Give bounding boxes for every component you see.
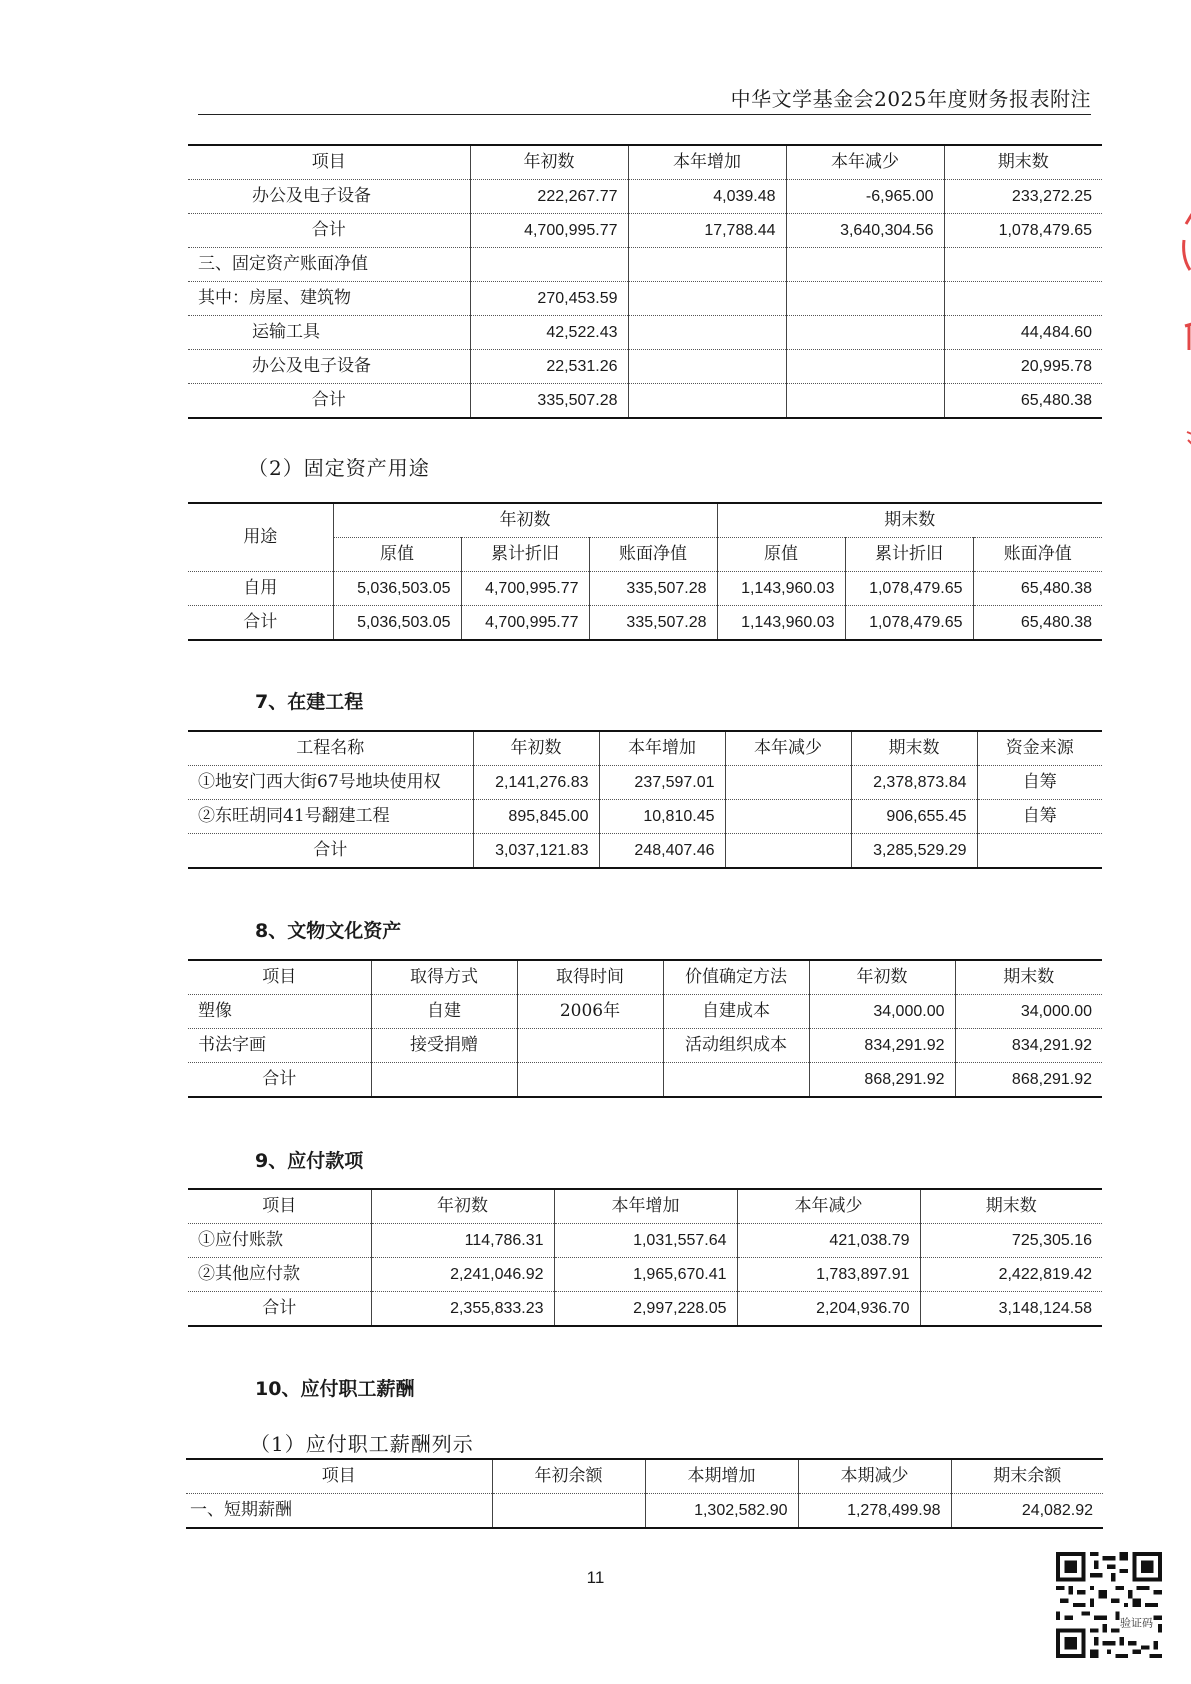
row-label: 办公及电子设备 (188, 350, 470, 384)
cell: 895,845.00 (473, 800, 599, 834)
table-row (188, 282, 1102, 316)
table-row (188, 834, 1102, 869)
cell: 270,453.59 (470, 282, 628, 316)
cell: 2,241,046.92 (371, 1258, 554, 1292)
col-header: 期末数 (944, 145, 1102, 180)
col-header: 取得时间 (517, 960, 663, 995)
cell (470, 248, 628, 282)
cell: 2,355,833.23 (371, 1292, 554, 1327)
cell: 自建成本 (663, 995, 809, 1029)
col-header: 年初数 (470, 145, 628, 180)
col-header: 原值 (333, 538, 461, 572)
cell: 42,522.43 (470, 316, 628, 350)
cell: 1,302,582.90 (645, 1494, 798, 1529)
row-label: 合计 (188, 606, 333, 641)
col-header: 工程名称 (188, 731, 473, 766)
table-row (188, 1258, 1102, 1292)
col-header: 年初数 (473, 731, 599, 766)
table-row (188, 350, 1102, 384)
col-header: 本年增加 (599, 731, 725, 766)
row-label: 书法字画 (188, 1029, 371, 1063)
cell: 1,078,479.65 (944, 214, 1102, 248)
cell: 44,484.60 (944, 316, 1102, 350)
table-row (188, 572, 1102, 606)
row-label: 自用 (188, 572, 333, 606)
col-header: 账面净值 (973, 538, 1102, 572)
cell: 2006年 (517, 995, 663, 1029)
cell: 34,000.00 (809, 995, 955, 1029)
table-row (188, 248, 1102, 282)
col-header: 项目 (188, 960, 371, 995)
cell (371, 1063, 517, 1098)
cell: 906,655.45 (851, 800, 977, 834)
cell: 65,480.38 (1020, 614, 1093, 631)
table-row (188, 384, 1102, 419)
cell: 1,078,479.65 (845, 572, 973, 606)
table-row (188, 1224, 1102, 1258)
cell: 1,965,670.41 (554, 1258, 737, 1292)
col-header: 本期减少 (798, 1459, 951, 1494)
cell: 335,507.28 (470, 384, 628, 419)
cell (725, 800, 851, 834)
cell: 2,141,276.83 (473, 766, 599, 800)
cell: 自筹 (977, 800, 1102, 834)
cell (663, 1063, 809, 1098)
row-label: 办公及电子设备 (188, 180, 470, 214)
col-header: 项目 (186, 1459, 492, 1494)
col-header: 累计折旧 (845, 538, 973, 572)
subsection-title: （2）固定资产用途 (248, 456, 430, 480)
col-header: 本年减少 (725, 731, 851, 766)
cell (517, 1063, 663, 1098)
cell: -6,965.00 (786, 180, 944, 214)
col-header: 年初数 (809, 960, 955, 995)
cell: 3,285,529.29 (851, 834, 977, 869)
group-header: 期末数 (717, 503, 1102, 538)
cell: 3,640,304.56 (786, 214, 944, 248)
table-row (188, 766, 1102, 800)
cell: 421,038.79 (737, 1224, 920, 1258)
cell: 22,531.26 (470, 350, 628, 384)
cell (786, 384, 944, 419)
cell: 活动组织成本 (663, 1029, 809, 1063)
col-header: 期末数 (920, 1189, 1102, 1224)
row-label: ①应付账款 (188, 1224, 371, 1258)
col-header: 用途 (188, 503, 333, 572)
cell (517, 1029, 663, 1063)
cell: 24,082.92 (1021, 1502, 1093, 1519)
table-header-row (188, 960, 1102, 995)
cell: 17,788.44 (628, 214, 786, 248)
row-label: ②东旺胡同41号翻建工程 (188, 800, 473, 834)
fixed-assets-usage-table (188, 502, 1102, 641)
cell: 1,078,479.65 (845, 606, 973, 641)
row-label: 合计 (188, 1292, 371, 1327)
table-row (188, 1292, 1102, 1327)
section-title: 10、应付职工薪酬 (255, 1378, 415, 1400)
cell: 10,810.45 (599, 800, 725, 834)
col-header: 取得方式 (371, 960, 517, 995)
col-header: 项目 (188, 1189, 371, 1224)
col-header: 本年增加 (554, 1189, 737, 1224)
col-header: 价值确定方法 (663, 960, 809, 995)
col-header: 项目 (188, 145, 470, 180)
table-row (188, 316, 1102, 350)
cell: 65,480.38 (973, 572, 1102, 606)
table-header-row (186, 1459, 1103, 1494)
cell: 335,507.28 (589, 572, 717, 606)
row-label: 合计 (188, 1063, 371, 1098)
section-title: 8、文物文化资产 (255, 920, 402, 942)
qr-label: 验证码 (1120, 1616, 1154, 1630)
col-header: 期末数 (955, 960, 1102, 995)
cell: 4,039.48 (628, 180, 786, 214)
cell: 868,291.92 (809, 1063, 955, 1098)
construction-table (188, 730, 1102, 869)
row-label: 合计 (188, 384, 470, 419)
table-row (186, 1494, 1103, 1529)
row-label: 三、固定资产账面净值 (188, 248, 470, 282)
cell: 248,407.46 (599, 834, 725, 869)
cell: 335,507.28 (589, 606, 717, 641)
cell: 725,305.16 (920, 1224, 1102, 1258)
col-header: 资金来源 (977, 731, 1102, 766)
col-header: 本年减少 (737, 1189, 920, 1224)
table-row (188, 1029, 1102, 1063)
table-header-row (188, 503, 1102, 538)
cell (786, 316, 944, 350)
col-header: 本年减少 (786, 145, 944, 180)
cell: 1,278,499.98 (798, 1494, 951, 1529)
col-header: 期末余额 (951, 1459, 1103, 1494)
col-header: 账面净值 (589, 538, 717, 572)
cell: 2,378,873.84 (851, 766, 977, 800)
cell: 2,422,819.42 (920, 1258, 1102, 1292)
employee-pay-table (186, 1458, 1103, 1529)
cell: 接受捐赠 (371, 1029, 517, 1063)
cell (786, 248, 944, 282)
col-header: 累计折旧 (461, 538, 589, 572)
cell: 233,272.25 (944, 180, 1102, 214)
table-header-row (188, 1189, 1102, 1224)
table-row (188, 800, 1102, 834)
cell (628, 384, 786, 419)
cell: 4,700,995.77 (461, 572, 589, 606)
page-number: 11 (586, 1568, 605, 1587)
cell (628, 316, 786, 350)
cell: 2,997,228.05 (554, 1292, 737, 1327)
page-header: 中华文学基金会2025年度财务报表附注 (198, 84, 1091, 115)
col-header: 年初数 (371, 1189, 554, 1224)
subsection-title: （1）应付职工薪酬列示 (250, 1432, 474, 1456)
cell: 834,291.92 (955, 1029, 1102, 1063)
row-label: 合计 (188, 214, 470, 248)
cell: 1,143,960.03 (717, 572, 845, 606)
col-header: 本期增加 (645, 1459, 798, 1494)
table-row (188, 180, 1102, 214)
col-header: 期末数 (851, 731, 977, 766)
fixed-assets-table (188, 144, 1102, 419)
col-header: 年初余额 (492, 1459, 645, 1494)
cell: 65,480.38 (1020, 392, 1092, 409)
cell (628, 282, 786, 316)
row-label: ①地安门西大街67号地块使用权 (188, 766, 473, 800)
table-row (188, 995, 1102, 1029)
row-label: 塑像 (188, 995, 371, 1029)
cell (786, 282, 944, 316)
section-title: 7、在建工程 (255, 691, 364, 713)
seal-stamp-fragment (1182, 200, 1191, 460)
cell (944, 282, 1102, 316)
table-row (188, 1063, 1102, 1098)
section-title: 9、应付款项 (255, 1150, 364, 1172)
cell (492, 1494, 645, 1529)
row-label: 运输工具 (188, 316, 470, 350)
col-header: 原值 (717, 538, 845, 572)
cell: 1,143,960.03 (717, 606, 845, 641)
payables-table (188, 1188, 1102, 1327)
cell: 834,291.92 (809, 1029, 955, 1063)
cell: 自建 (371, 995, 517, 1029)
cell: 34,000.00 (955, 995, 1102, 1029)
cell (628, 350, 786, 384)
row-label: 一、短期薪酬 (186, 1494, 492, 1529)
table-header-row (188, 145, 1102, 180)
cell: 3,148,124.58 (998, 1300, 1092, 1317)
row-label: 合计 (188, 834, 473, 869)
cell: 4,700,995.77 (470, 214, 628, 248)
group-header: 年初数 (333, 503, 717, 538)
row-label: 其中：房屋、建筑物 (188, 282, 470, 316)
cell: 1,031,557.64 (554, 1224, 737, 1258)
cell (786, 350, 944, 384)
cell: 114,786.31 (371, 1224, 554, 1258)
cell: 5,036,503.05 (333, 606, 461, 641)
cell (628, 248, 786, 282)
table-row (188, 606, 1102, 641)
cell: 4,700,995.77 (461, 606, 589, 641)
cell: 自筹 (977, 766, 1102, 800)
cell: 237,597.01 (599, 766, 725, 800)
table-row (188, 214, 1102, 248)
cell (977, 834, 1102, 869)
cell (944, 248, 1102, 282)
cell: 20,995.78 (944, 350, 1102, 384)
cell (725, 766, 851, 800)
row-label: ②其他应付款 (188, 1258, 371, 1292)
cell (725, 834, 851, 869)
cell: 1,783,897.91 (737, 1258, 920, 1292)
cell: 2,204,936.70 (737, 1292, 920, 1327)
col-header: 本年增加 (628, 145, 786, 180)
qr-code-icon (1056, 1552, 1162, 1658)
cell: 222,267.77 (470, 180, 628, 214)
cultural-assets-table (188, 959, 1102, 1098)
table-header-row (188, 731, 1102, 766)
cell: 3,037,121.83 (473, 834, 599, 869)
cell: 868,291.92 (1011, 1071, 1092, 1088)
cell: 5,036,503.05 (333, 572, 461, 606)
